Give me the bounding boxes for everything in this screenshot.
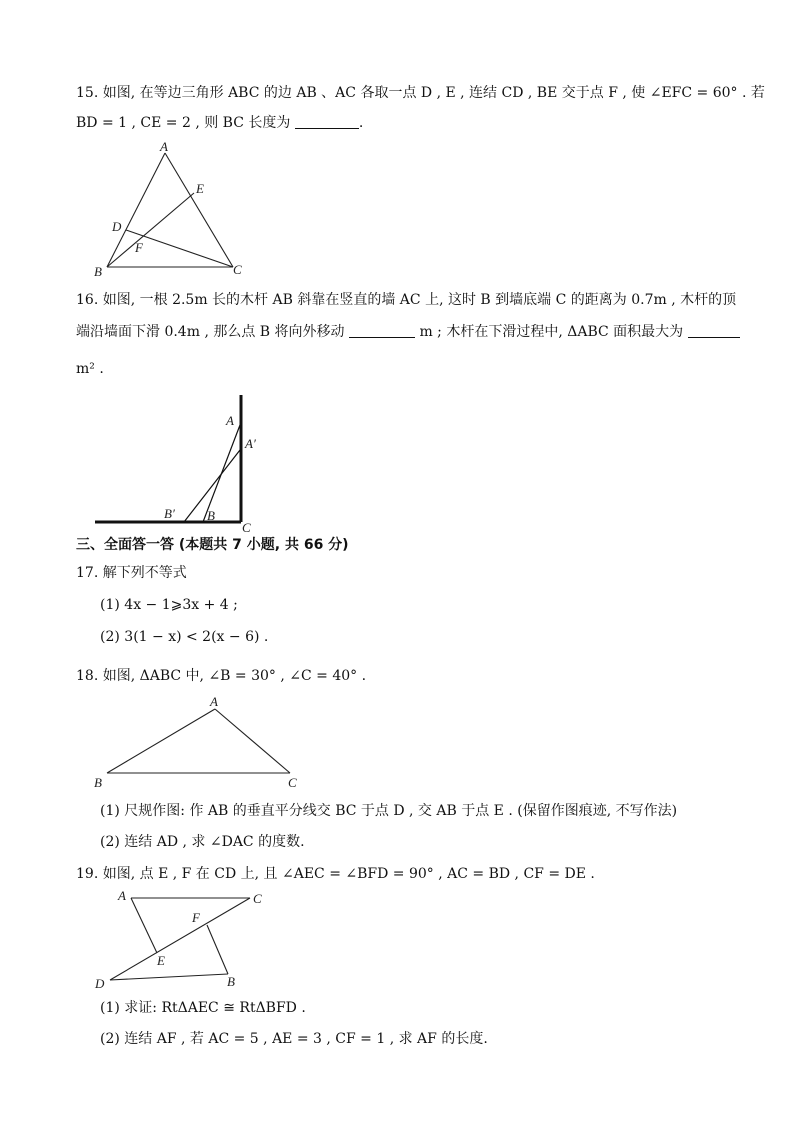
q15-answer-blank[interactable] — [295, 114, 359, 129]
q16-label-a: A — [226, 413, 234, 428]
q15-text-line2 — [76, 114, 363, 132]
q19-label-f: F — [192, 910, 200, 925]
q19-label-a: A — [118, 888, 126, 903]
q16-text-line2 — [76, 323, 740, 341]
q16-answer-blank-1[interactable] — [349, 323, 415, 338]
q17-part2: (2) 3(1 − x) < 2(x − 6) . — [100, 629, 269, 645]
q15-figure — [90, 140, 260, 280]
q15-label-e: E — [196, 181, 204, 196]
q19-label-c: C — [253, 891, 262, 906]
q16-figure — [90, 390, 270, 540]
q19-figure — [90, 888, 280, 994]
q15-text-line1: 15. 如图, 在等边三角形 ABC 的边 AB 、AC 各取一点 D , E , 连结 CD , BE 交于点 F , 使 ∠EFC = 60° . 若 — [76, 85, 765, 101]
q19-label-e: E — [157, 953, 165, 968]
q19-part2: (2) 连结 AF , 若 AC = 5 , AE = 3 , CF = 1 , 求 AF 的长度. — [100, 1031, 488, 1047]
q16-text-line2-b: m ; 木杆在下滑过程中, ΔABC 面积最大为 — [419, 324, 684, 340]
q18-label-c: C — [288, 775, 297, 790]
q16-label-c: C — [242, 520, 251, 535]
q15-label-a: A — [160, 139, 168, 154]
q17-stem: 17. 解下列不等式 — [76, 565, 187, 581]
q16-answer-blank-2[interactable] — [688, 323, 740, 338]
q18-part1: (1) 尺规作图: 作 AB 的垂直平分线交 BC 于点 D , 交 AB 于点 E . (保留作图痕迹, 不写作法) — [100, 803, 678, 819]
q15-label-f: F — [135, 240, 143, 255]
q18-part2: (2) 连结 AD , 求 ∠DAC 的度数. — [100, 834, 305, 850]
q16-label-a-prime: A′ — [245, 436, 256, 451]
q19-part1: (1) 求证: RtΔAEC ≅ RtΔBFD . — [100, 1000, 306, 1016]
q19-label-d: D — [95, 976, 105, 991]
q16-label-b-prime: B′ — [164, 506, 175, 521]
q19-stem: 19. 如图, 点 E , F 在 CD 上, 且 ∠AEC = ∠BFD = 90° , AC = BD , CF = DE . — [76, 866, 595, 882]
q16-text-line2-a: 端沿墙面下滑 0.4m , 那么点 B 将向外移动 — [76, 324, 345, 340]
q15-label-c: C — [233, 262, 242, 277]
q18-label-a: A — [210, 694, 218, 709]
q16-label-b: B — [207, 508, 215, 523]
q15-text-line2-a: BD = 1 , CE = 2 , 则 BC 长度为 — [76, 115, 291, 131]
q16-text-line3: m² . — [76, 361, 104, 377]
q15-label-d: D — [112, 219, 122, 234]
q15-text-line2-b: . — [358, 115, 364, 131]
q19-label-b: B — [227, 974, 235, 989]
q15-label-b: B — [94, 264, 102, 279]
q18-label-b: B — [94, 775, 102, 790]
q16-text-line1: 16. 如图, 一根 2.5m 长的木杆 AB 斜靠在竖直的墙 AC 上, 这时 B 到墙底端 C 的距离为 0.7m , 木杆的顶 — [76, 292, 737, 308]
q18-stem: 18. 如图, ΔABC 中, ∠B = 30° , ∠C = 40° . — [76, 668, 367, 684]
q18-figure — [90, 694, 310, 794]
section-heading: 三、全面答一答 (本题共 7 小题, 共 66 分) — [76, 537, 349, 553]
q17-part1: (1) 4x − 1⩾3x + 4 ; — [100, 597, 238, 613]
